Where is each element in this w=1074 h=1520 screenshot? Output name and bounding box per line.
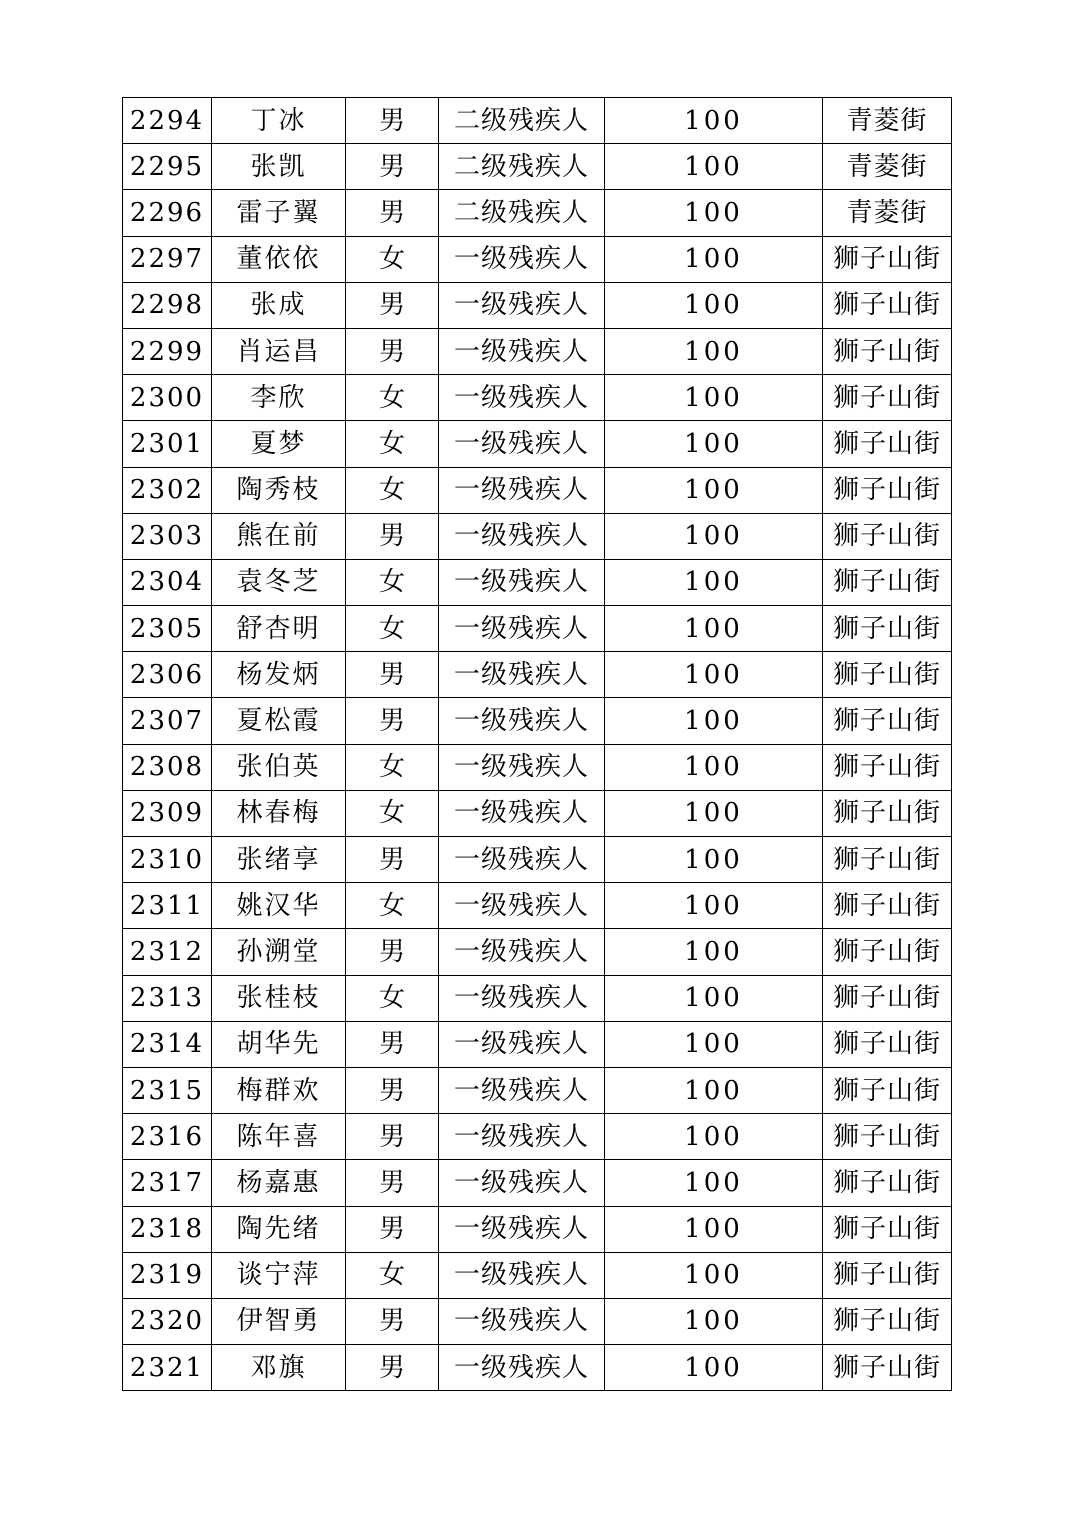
street-cell: 狮子山街 xyxy=(823,1298,952,1344)
name-cell: 舒杏明 xyxy=(212,606,346,652)
serial-number-cell: 2313 xyxy=(123,975,212,1021)
disability-level-cell: 一级残疾人 xyxy=(439,236,605,282)
amount-cell: 100 xyxy=(605,467,823,513)
disability-level-cell: 一级残疾人 xyxy=(439,606,605,652)
table-row xyxy=(123,1345,952,1391)
name-cell: 伊智勇 xyxy=(212,1298,346,1344)
name-cell: 张凯 xyxy=(212,144,346,190)
gender-cell: 女 xyxy=(346,1252,439,1298)
disability-level-cell: 一级残疾人 xyxy=(439,698,605,744)
street-cell: 狮子山街 xyxy=(823,513,952,559)
table-row xyxy=(123,883,952,929)
serial-number-cell: 2298 xyxy=(123,282,212,328)
table-row xyxy=(123,929,952,975)
gender-cell: 男 xyxy=(346,698,439,744)
table-row xyxy=(123,421,952,467)
serial-number-cell: 2320 xyxy=(123,1298,212,1344)
street-cell: 狮子山街 xyxy=(823,1067,952,1113)
serial-number-cell: 2318 xyxy=(123,1206,212,1252)
serial-number-cell: 2321 xyxy=(123,1345,212,1391)
name-cell: 杨发炳 xyxy=(212,652,346,698)
name-cell: 夏梦 xyxy=(212,421,346,467)
table-row xyxy=(123,1021,952,1067)
gender-cell: 女 xyxy=(346,975,439,1021)
street-cell: 狮子山街 xyxy=(823,975,952,1021)
disability-level-cell: 二级残疾人 xyxy=(439,190,605,236)
serial-number-cell: 2299 xyxy=(123,328,212,374)
amount-cell: 100 xyxy=(605,1345,823,1391)
table-row xyxy=(123,467,952,513)
gender-cell: 男 xyxy=(346,328,439,374)
table-row xyxy=(123,1298,952,1344)
amount-cell: 100 xyxy=(605,1114,823,1160)
amount-cell: 100 xyxy=(605,144,823,190)
gender-cell: 男 xyxy=(346,1114,439,1160)
serial-number-cell: 2317 xyxy=(123,1160,212,1206)
serial-number-cell: 2304 xyxy=(123,559,212,605)
table-row xyxy=(123,328,952,374)
name-cell: 梅群欢 xyxy=(212,1067,346,1113)
table-row xyxy=(123,837,952,883)
name-cell: 谈宁萍 xyxy=(212,1252,346,1298)
amount-cell: 100 xyxy=(605,559,823,605)
table-row xyxy=(123,513,952,559)
disability-level-cell: 一级残疾人 xyxy=(439,467,605,513)
name-cell: 丁冰 xyxy=(212,98,346,144)
serial-number-cell: 2297 xyxy=(123,236,212,282)
gender-cell: 女 xyxy=(346,559,439,605)
street-cell: 狮子山街 xyxy=(823,236,952,282)
amount-cell: 100 xyxy=(605,883,823,929)
table-row xyxy=(123,282,952,328)
disability-level-cell: 一级残疾人 xyxy=(439,1345,605,1391)
name-cell: 张桂枝 xyxy=(212,975,346,1021)
table-row xyxy=(123,698,952,744)
gender-cell: 女 xyxy=(346,236,439,282)
serial-number-cell: 2308 xyxy=(123,744,212,790)
serial-number-cell: 2312 xyxy=(123,929,212,975)
amount-cell: 100 xyxy=(605,1206,823,1252)
disability-level-cell: 一级残疾人 xyxy=(439,1021,605,1067)
name-cell: 雷子翼 xyxy=(212,190,346,236)
disability-level-cell: 二级残疾人 xyxy=(439,98,605,144)
gender-cell: 男 xyxy=(346,144,439,190)
gender-cell: 女 xyxy=(346,375,439,421)
disability-level-cell: 一级残疾人 xyxy=(439,282,605,328)
amount-cell: 100 xyxy=(605,328,823,374)
name-cell: 杨嘉惠 xyxy=(212,1160,346,1206)
disability-level-cell: 一级残疾人 xyxy=(439,790,605,836)
street-cell: 狮子山街 xyxy=(823,328,952,374)
street-cell: 狮子山街 xyxy=(823,467,952,513)
disability-level-cell: 二级残疾人 xyxy=(439,144,605,190)
amount-cell: 100 xyxy=(605,698,823,744)
disability-level-cell: 一级残疾人 xyxy=(439,1206,605,1252)
gender-cell: 男 xyxy=(346,1021,439,1067)
gender-cell: 女 xyxy=(346,606,439,652)
name-cell: 陈年喜 xyxy=(212,1114,346,1160)
amount-cell: 100 xyxy=(605,236,823,282)
name-cell: 胡华先 xyxy=(212,1021,346,1067)
table-row xyxy=(123,652,952,698)
disability-level-cell: 一级残疾人 xyxy=(439,1160,605,1206)
name-cell: 姚汉华 xyxy=(212,883,346,929)
amount-cell: 100 xyxy=(605,282,823,328)
disability-level-cell: 一级残疾人 xyxy=(439,559,605,605)
gender-cell: 女 xyxy=(346,421,439,467)
serial-number-cell: 2315 xyxy=(123,1067,212,1113)
table-row xyxy=(123,1067,952,1113)
amount-cell: 100 xyxy=(605,190,823,236)
gender-cell: 男 xyxy=(346,837,439,883)
serial-number-cell: 2302 xyxy=(123,467,212,513)
amount-cell: 100 xyxy=(605,744,823,790)
street-cell: 狮子山街 xyxy=(823,1114,952,1160)
street-cell: 狮子山街 xyxy=(823,883,952,929)
street-cell: 青菱街 xyxy=(823,190,952,236)
amount-cell: 100 xyxy=(605,929,823,975)
street-cell: 狮子山街 xyxy=(823,790,952,836)
gender-cell: 男 xyxy=(346,929,439,975)
street-cell: 狮子山街 xyxy=(823,421,952,467)
serial-number-cell: 2311 xyxy=(123,883,212,929)
table-row xyxy=(123,790,952,836)
table-row xyxy=(123,144,952,190)
gender-cell: 男 xyxy=(346,513,439,559)
name-cell: 熊在前 xyxy=(212,513,346,559)
street-cell: 狮子山街 xyxy=(823,744,952,790)
name-cell: 林春梅 xyxy=(212,790,346,836)
disability-level-cell: 一级残疾人 xyxy=(439,744,605,790)
subsidy-roster-table xyxy=(122,97,952,1391)
street-cell: 狮子山街 xyxy=(823,698,952,744)
serial-number-cell: 2316 xyxy=(123,1114,212,1160)
amount-cell: 100 xyxy=(605,1160,823,1206)
table-row xyxy=(123,975,952,1021)
disability-level-cell: 一级残疾人 xyxy=(439,1067,605,1113)
serial-number-cell: 2306 xyxy=(123,652,212,698)
disability-level-cell: 一级残疾人 xyxy=(439,1252,605,1298)
disability-level-cell: 一级残疾人 xyxy=(439,375,605,421)
table-row xyxy=(123,744,952,790)
name-cell: 张伯英 xyxy=(212,744,346,790)
street-cell: 狮子山街 xyxy=(823,1206,952,1252)
table-row xyxy=(123,559,952,605)
name-cell: 肖运昌 xyxy=(212,328,346,374)
amount-cell: 100 xyxy=(605,837,823,883)
street-cell: 狮子山街 xyxy=(823,1021,952,1067)
table-row xyxy=(123,236,952,282)
street-cell: 狮子山街 xyxy=(823,837,952,883)
gender-cell: 男 xyxy=(346,1345,439,1391)
serial-number-cell: 2303 xyxy=(123,513,212,559)
name-cell: 邓旗 xyxy=(212,1345,346,1391)
gender-cell: 女 xyxy=(346,467,439,513)
serial-number-cell: 2314 xyxy=(123,1021,212,1067)
street-cell: 狮子山街 xyxy=(823,1252,952,1298)
disability-level-cell: 一级残疾人 xyxy=(439,652,605,698)
disability-level-cell: 一级残疾人 xyxy=(439,513,605,559)
street-cell: 狮子山街 xyxy=(823,559,952,605)
name-cell: 陶秀枝 xyxy=(212,467,346,513)
table-row xyxy=(123,1114,952,1160)
gender-cell: 男 xyxy=(346,1160,439,1206)
name-cell: 夏松霞 xyxy=(212,698,346,744)
disability-level-cell: 一级残疾人 xyxy=(439,975,605,1021)
disability-level-cell: 一级残疾人 xyxy=(439,883,605,929)
table-row xyxy=(123,190,952,236)
serial-number-cell: 2309 xyxy=(123,790,212,836)
name-cell: 董依依 xyxy=(212,236,346,282)
disability-level-cell: 一级残疾人 xyxy=(439,328,605,374)
disability-level-cell: 一级残疾人 xyxy=(439,929,605,975)
amount-cell: 100 xyxy=(605,421,823,467)
amount-cell: 100 xyxy=(605,1067,823,1113)
disability-level-cell: 一级残疾人 xyxy=(439,837,605,883)
street-cell: 狮子山街 xyxy=(823,652,952,698)
serial-number-cell: 2305 xyxy=(123,606,212,652)
name-cell: 李欣 xyxy=(212,375,346,421)
serial-number-cell: 2310 xyxy=(123,837,212,883)
amount-cell: 100 xyxy=(605,1252,823,1298)
amount-cell: 100 xyxy=(605,375,823,421)
name-cell: 张成 xyxy=(212,282,346,328)
street-cell: 狮子山街 xyxy=(823,375,952,421)
gender-cell: 男 xyxy=(346,1298,439,1344)
serial-number-cell: 2300 xyxy=(123,375,212,421)
table-row xyxy=(123,1160,952,1206)
table-row xyxy=(123,375,952,421)
name-cell: 袁冬芝 xyxy=(212,559,346,605)
serial-number-cell: 2296 xyxy=(123,190,212,236)
amount-cell: 100 xyxy=(605,98,823,144)
amount-cell: 100 xyxy=(605,652,823,698)
table-row xyxy=(123,1252,952,1298)
street-cell: 狮子山街 xyxy=(823,282,952,328)
amount-cell: 100 xyxy=(605,1298,823,1344)
street-cell: 狮子山街 xyxy=(823,1345,952,1391)
gender-cell: 男 xyxy=(346,1067,439,1113)
street-cell: 狮子山街 xyxy=(823,1160,952,1206)
gender-cell: 女 xyxy=(346,790,439,836)
name-cell: 孙溯堂 xyxy=(212,929,346,975)
amount-cell: 100 xyxy=(605,513,823,559)
serial-number-cell: 2301 xyxy=(123,421,212,467)
amount-cell: 100 xyxy=(605,790,823,836)
name-cell: 张绪享 xyxy=(212,837,346,883)
gender-cell: 女 xyxy=(346,744,439,790)
serial-number-cell: 2294 xyxy=(123,98,212,144)
name-cell: 陶先绪 xyxy=(212,1206,346,1252)
amount-cell: 100 xyxy=(605,1021,823,1067)
table-row xyxy=(123,98,952,144)
amount-cell: 100 xyxy=(605,975,823,1021)
disability-level-cell: 一级残疾人 xyxy=(439,1114,605,1160)
disability-level-cell: 一级残疾人 xyxy=(439,421,605,467)
roster-body xyxy=(123,98,952,1391)
disability-level-cell: 一级残疾人 xyxy=(439,1298,605,1344)
serial-number-cell: 2307 xyxy=(123,698,212,744)
street-cell: 青菱街 xyxy=(823,144,952,190)
amount-cell: 100 xyxy=(605,606,823,652)
serial-number-cell: 2319 xyxy=(123,1252,212,1298)
gender-cell: 男 xyxy=(346,190,439,236)
gender-cell: 男 xyxy=(346,98,439,144)
table-row xyxy=(123,606,952,652)
gender-cell: 男 xyxy=(346,652,439,698)
gender-cell: 男 xyxy=(346,1206,439,1252)
street-cell: 青菱街 xyxy=(823,98,952,144)
street-cell: 狮子山街 xyxy=(823,606,952,652)
street-cell: 狮子山街 xyxy=(823,929,952,975)
serial-number-cell: 2295 xyxy=(123,144,212,190)
gender-cell: 男 xyxy=(346,282,439,328)
table-row xyxy=(123,1206,952,1252)
gender-cell: 女 xyxy=(346,883,439,929)
